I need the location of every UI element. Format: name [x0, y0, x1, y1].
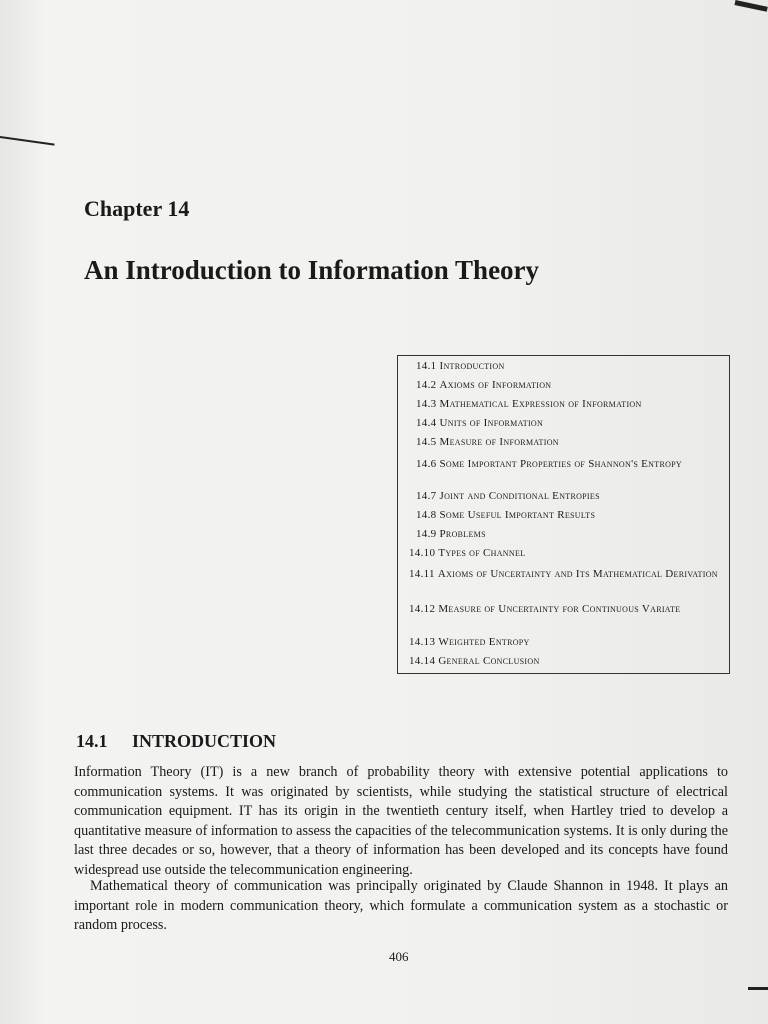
toc-item: 14.3 Mathematical Expression of Information — [416, 398, 642, 410]
section-heading — [76, 731, 276, 752]
body-paragraph: Information Theory (IT) is a new branch of probability theory with extensive potential applications to communication systems. It was originated by scientists, while studying the statistical structure of electrical communication equipment. IT has its origin in the twentieth century itself, when Hartley tried to develop a quantitative measure of information to assess the capacities of the telecommunication systems. It is only during the last three decades or so, however, that a theory of information has been developed and its concepts have found widespread use outside the telecommunication engineering. — [74, 764, 728, 878]
toc-item: 14.4 Units of Information — [416, 417, 544, 429]
scan-edge-mark — [0, 136, 55, 146]
toc-item: 14.6 Some Important Properties of Shannon's Entropy — [416, 458, 682, 470]
page-number: 406 — [389, 949, 409, 964]
chapter-title: An Introduction to Information Theory — [84, 255, 540, 285]
toc-item: 14.5 Measure of Information — [416, 436, 559, 448]
toc-item: 14.12 Measure of Uncertainty for Continuous Variate — [409, 603, 681, 615]
toc-item: 14.10 Types of Channel — [409, 547, 526, 559]
toc-item: 14.2 Axioms of Information — [416, 379, 552, 391]
body-paragraph: Mathematical theory of communication was principally originated by Claude Shannon in 1948. It plays an important role in modern communication theory, which formulate a communication system as a stochastic or random process. — [74, 878, 728, 934]
toc-item: 14.8 Some Useful Important Results — [416, 509, 596, 521]
toc-item: 14.9 Problems — [416, 528, 486, 540]
scan-edge-mark — [748, 987, 768, 990]
chapter-contents-box — [397, 355, 730, 674]
chapter-label: Chapter 14 — [84, 196, 190, 221]
toc-item: 14.11 Axioms of Uncertainty and Its Mathematical Derivation — [409, 568, 718, 580]
toc-item: 14.14 General Conclusion — [409, 655, 540, 667]
toc-item: 14.7 Joint and Conditional Entropies — [416, 490, 600, 502]
toc-item: 14.13 Weighted Entropy — [409, 636, 530, 648]
section-title: INTRODUCTION — [132, 731, 277, 751]
section-number: 14.1 — [76, 731, 108, 751]
scan-edge-mark — [734, 0, 767, 12]
toc-item: 14.1 Introduction — [416, 360, 505, 372]
